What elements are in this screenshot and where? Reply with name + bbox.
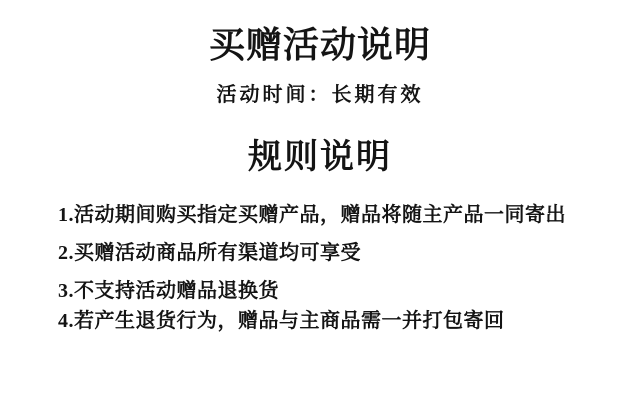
activity-time-subtitle: 活动时间：长期有效 — [216, 84, 424, 106]
page-title: 买赠活动说明 — [208, 25, 431, 65]
rule-item-2: 2.买赠活动商品所有渠道均可享受 — [58, 242, 361, 264]
rules-section-heading: 规则说明 — [248, 139, 392, 176]
rule-item-3: 3.不支持活动赠品退换货 — [58, 280, 279, 302]
rule-item-4: 4.若产生退货行为，赠品与主商品需一并打包寄回 — [58, 310, 505, 332]
rules-list — [58, 204, 620, 333]
rule-item-1: 1.活动期间购买指定买赠产品，赠品将随主产品一同寄出 — [58, 204, 566, 226]
